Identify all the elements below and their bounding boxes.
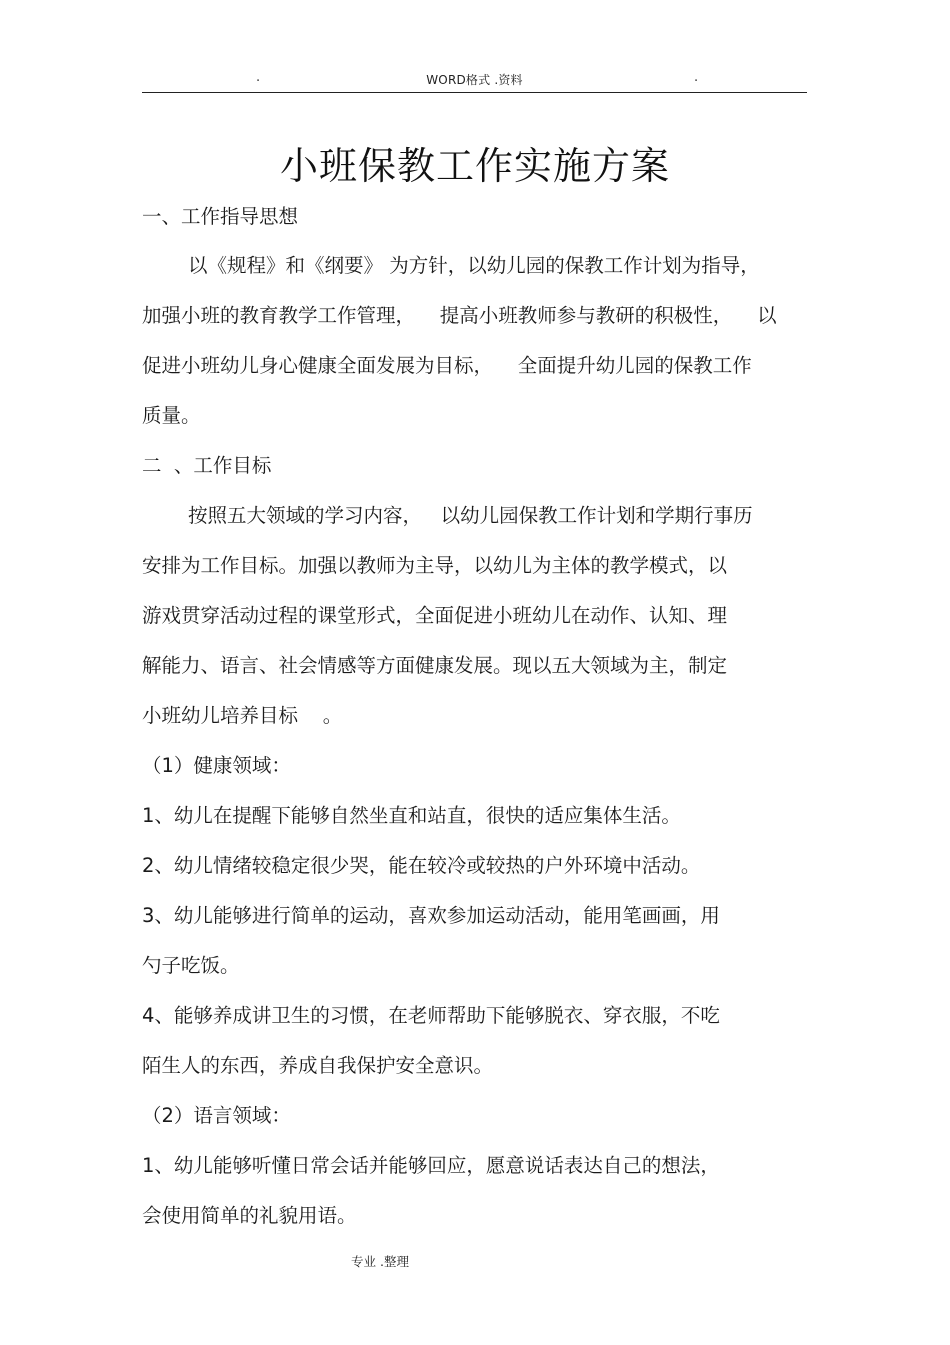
document-title: 小班保教工作实施方案	[279, 144, 670, 188]
paragraph-line: 安排为工作目标。加强以教师为主导，以幼儿为主体的教学模式，以	[142, 554, 728, 577]
subsection-heading-health: （1）健康领域：	[142, 754, 291, 777]
list-item-continuation: 勺子吃饭。	[142, 954, 240, 977]
list-item: 1、幼儿在提醒下能够自然坐直和站直，很快的适应集体生活。	[142, 804, 681, 827]
header-dot-left: .	[256, 70, 261, 85]
paragraph-line: 按照五大领域的学习内容， 以幼儿园保教工作计划和学期行事历	[188, 504, 753, 527]
page-header	[142, 70, 807, 93]
subsection-heading-language: （2）语言领域：	[142, 1104, 291, 1127]
paragraph-line: 质量。	[142, 404, 201, 427]
list-item-continuation: 会使用简单的礼貌用语。	[142, 1204, 357, 1227]
section-heading-1: 一、工作指导思想	[142, 205, 299, 228]
header-dot-right: .	[694, 70, 699, 85]
paragraph-line: 小班幼儿培养目标 。	[142, 704, 343, 727]
header-text: WORD格式 .资料	[426, 73, 523, 87]
list-item-continuation: 陌生人的东西，养成自我保护安全意识。	[142, 1054, 494, 1077]
paragraph-line: 解能力、语言、社会情感等方面健康发展。现以五大领域为主，制定	[142, 654, 728, 677]
page-footer: 专业 .整理	[351, 1254, 409, 1269]
section-heading-2: 二 、工作目标	[142, 454, 272, 477]
paragraph-line: 加强小班的教育教学工作管理， 提高小班教师参与教研的积极性， 以	[142, 304, 777, 327]
list-item: 3、幼儿能够进行简单的运动，喜欢参加运动活动，能用笔画画，用	[142, 904, 720, 927]
list-item: 4、能够养成讲卫生的习惯，在老师帮助下能够脱衣、穿衣服，不吃	[142, 1004, 720, 1027]
list-item: 1、幼儿能够听懂日常会话并能够回应，愿意说话表达自己的想法，	[142, 1154, 720, 1177]
paragraph-line: 促进小班幼儿身心健康全面发展为目标， 全面提升幼儿园的保教工作	[142, 354, 752, 377]
paragraph-line: 以《规程》和《纲要》 为方针，以幼儿园的保教工作计划为指导，	[188, 254, 760, 277]
list-item: 2、幼儿情绪较稳定很少哭，能在较冷或较热的户外环境中活动。	[142, 854, 701, 877]
paragraph-line: 游戏贯穿活动过程的课堂形式，全面促进小班幼儿在动作、认知、理	[142, 604, 728, 627]
